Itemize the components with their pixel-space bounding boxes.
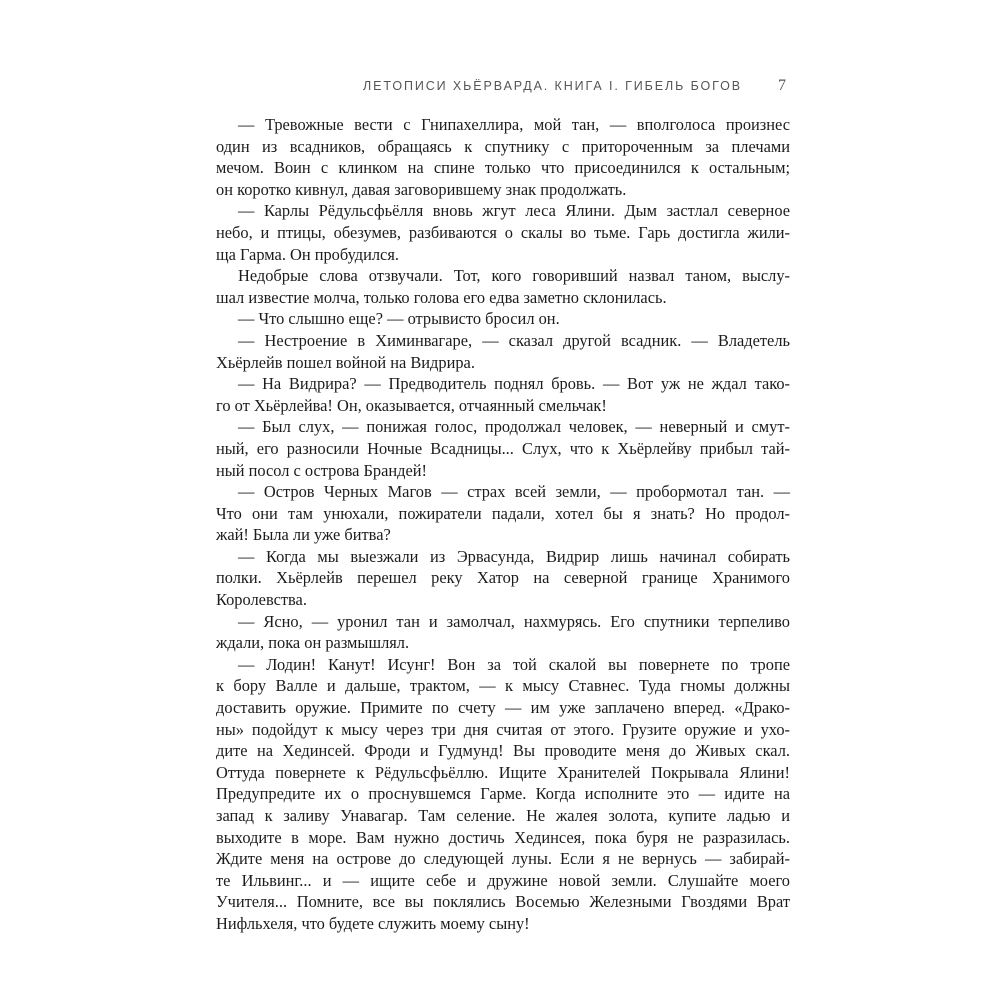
text-line: Учителя... Помните, все вы поклялись Восемью Железными Гвоздями Врат (216, 892, 790, 912)
text-line: Хьёрлейв пошел войной на Видрира. (216, 352, 475, 372)
text-line: жай! Была ли уже битва? (216, 525, 391, 545)
text-line: — Был слух, — понижая голос, продолжал человек, — неверный и смут- (238, 417, 790, 437)
text-line: Нифльхеля, что будете служить моему сыну! (216, 913, 530, 933)
text-line: ждали, пока он размышлял. (216, 633, 410, 653)
text-line: — Лодин! Канут! Исунг! Вон за той скалой вы повернете по тропе (238, 654, 790, 674)
page-number: 7 (778, 77, 786, 94)
text-line: шал известие молча, только голова его едва заметно склонилась. (216, 287, 667, 307)
text-line: доставить оружие. Примите по счету — им уже заплачено вперед. «Драко- (216, 698, 790, 718)
text-line: — На Видрира? — Предводитель поднял бровь. — Вот уж не ждал тако- (238, 374, 790, 394)
text-line: ща Гарма. Он пробудился. (216, 244, 399, 264)
text-line: Оттуда повернете к Рёдульсфьёллю. Ищите Хранителей Покрывала Ялини! (216, 762, 790, 782)
text-line: мечом. Воин с клинком на спине только что присоединился к остальным; (216, 158, 790, 178)
text-line: ный, его разносили Ночные Всадницы... Слух, что к Хьёрлейву прибыл тай- (216, 438, 790, 458)
text-line: — Что слышно еще? — отрывисто бросил он. (238, 309, 560, 329)
text-line: один из всадников, обращаясь к спутнику с притороченным за плечами (216, 136, 790, 156)
text-line: запад к заливу Унавагар. Там селение. Не жалея золота, купите ладью и (216, 806, 790, 825)
text-line: — Тревожные вести с Гнипахеллира, мой тан, — вполголоса произнес (238, 115, 790, 134)
text-line: дите на Хединсей. Фроди и Гудмунд! Вы проводите меня до Живых скал. (216, 741, 790, 761)
text-line: — Когда мы выезжали из Эрвасунда, Видрир лишь начинал собирать (238, 546, 790, 566)
text-line: ны» подойдут к мысу через три дня считая от этого. Грузите оружие и ухо- (216, 719, 790, 739)
text-line: Предупредите их о проснувшемся Гарме. Когда исполните это — идите на (216, 784, 790, 804)
text-line: к бору Валле и дальше, трактом, — к мысу Ставнес. Туда гномы должны (216, 676, 790, 696)
text-line: Недобрые слова отзвучали. Тот, кого говоривший назвал таном, выслу- (238, 266, 790, 286)
text-line: ный посол с острова Брандей! (216, 460, 427, 480)
text-line: Что они там унюхали, пожиратели падали, хотел бы я знать? Но продол- (216, 503, 790, 523)
text-line: он коротко кивнул, давая заговорившему знак продолжать. (216, 179, 627, 199)
running-title: ЛЕТОПИСИ ХЬЁРВАРДА. КНИГА I. ГИБЕЛЬ БОГОВ (363, 79, 742, 93)
text-line: выходите в море. Вам нужно достичь Хединсея, пока буря не разразилась. (216, 827, 790, 847)
text-line: те Ильвинг... и — ищите себе и дружине новой земли. Слушайте моего (216, 870, 790, 890)
text-line: го от Хьёрлейва! Он, оказывается, отчаянный смельчак! (216, 395, 607, 415)
text-line: — Карлы Рёдульсфьёлля вновь жгут леса Ялини. Дым застлал северное (238, 201, 790, 221)
running-head (220, 78, 786, 100)
text-line: — Остров Черных Магов — страх всей земли, — пробормотал тан. — (238, 482, 790, 502)
text-line: полки. Хьёрлейв перешел реку Хатор на северной границе Хранимого (216, 568, 790, 588)
text-line: небо, и птицы, обезумев, разбиваются о скалы во тьме. Гарь достигла жили- (216, 222, 790, 242)
text-line: Королевства. (216, 590, 307, 610)
text-line: Ждите меня на острове до следующей луны. Если я не вернусь — забирай- (216, 849, 790, 869)
body-text (216, 114, 790, 935)
text-line: — Ясно, — уронил тан и замолчал, нахмурясь. Его спутники терпеливо (238, 611, 790, 631)
text-line: — Нестроение в Химинвагаре, — сказал другой всадник. — Владетель (238, 330, 790, 350)
